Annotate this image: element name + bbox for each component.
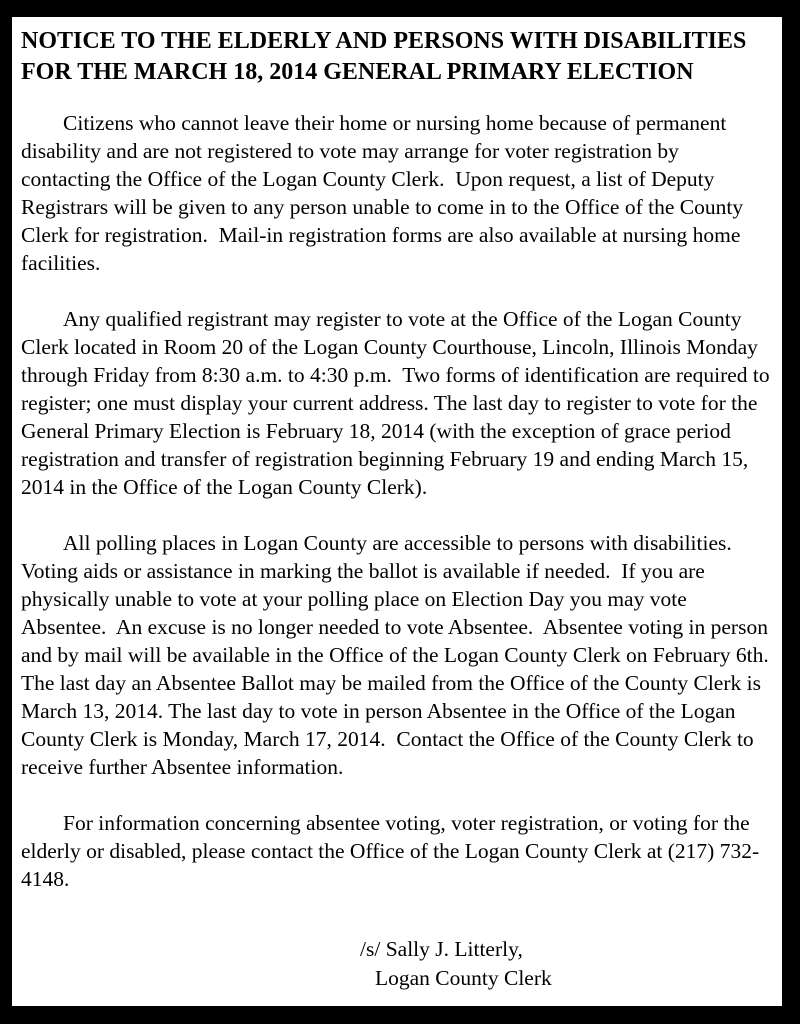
paragraph-registration-office: Any qualified registrant may register to vote at the Office of the Logan County Clerk located in Room 20 of the Logan County Courthouse, Lincoln, Illinois Monday through Friday from 8:30 a.m. to 4:30 p.m. Two forms of identification are required to register; one must display your current address. The last day to register to vote for the General Primary Election is February 18, 2014 (with the exception of grace period registration and transfer of registration beginning February 19 and ending March 15, 2014 in the Office of the Logan County Clerk). — [21, 307, 776, 499]
paragraph-registration-homebound: Citizens who cannot leave their home or nursing home because of permanent disability and are not registered to vote may arrange for voter registration by contacting the Office of the Logan County Clerk. Upon request, a list of Deputy Registrars will be given to any person unable to come in to the Office of the County Clerk for registration. Mail-in registration forms are also available at nursing home facilities. — [21, 111, 749, 275]
paragraph-polling-absentee: All polling places in Logan County are accessible to persons with disabilities. Voting aids or assistance in marking the ballot is available if needed. If you are physically unable to vote at your polling place on Election Day you may vote Absentee. An excuse is no longer needed to vote Absentee. Absentee voting in person and by mail will be available in the Office of the Logan County Clerk on February 6th. The last day an Absentee Ballot may be mailed from the Office of the County Clerk is March 13, 2014. The last day to vote in person Absentee in the Office of the Logan County Clerk is Monday, March 17, 2014. Contact the Office of the County Clerk to receive further Absentee information. — [21, 531, 780, 779]
signature-title: Logan County Clerk — [375, 966, 552, 990]
notice-title — [21, 26, 770, 88]
notice-title-line-2: FOR THE MARCH 18, 2014 GENERAL PRIMARY ELECTION — [21, 59, 694, 85]
notice-page — [12, 17, 782, 1006]
notice-body — [21, 109, 780, 893]
notice-title-line-1: NOTICE TO THE ELDERLY AND PERSONS WITH DISABILITIES — [21, 28, 747, 54]
signature-block — [21, 935, 770, 993]
paragraph-contact-info: For information concerning absentee voting, voter registration, or voting for the elderly or disabled, please contact the Office of the Logan County Clerk at (217) 732-4148. — [21, 811, 760, 891]
signature-name: /s/ Sally J. Litterly, — [360, 937, 523, 961]
